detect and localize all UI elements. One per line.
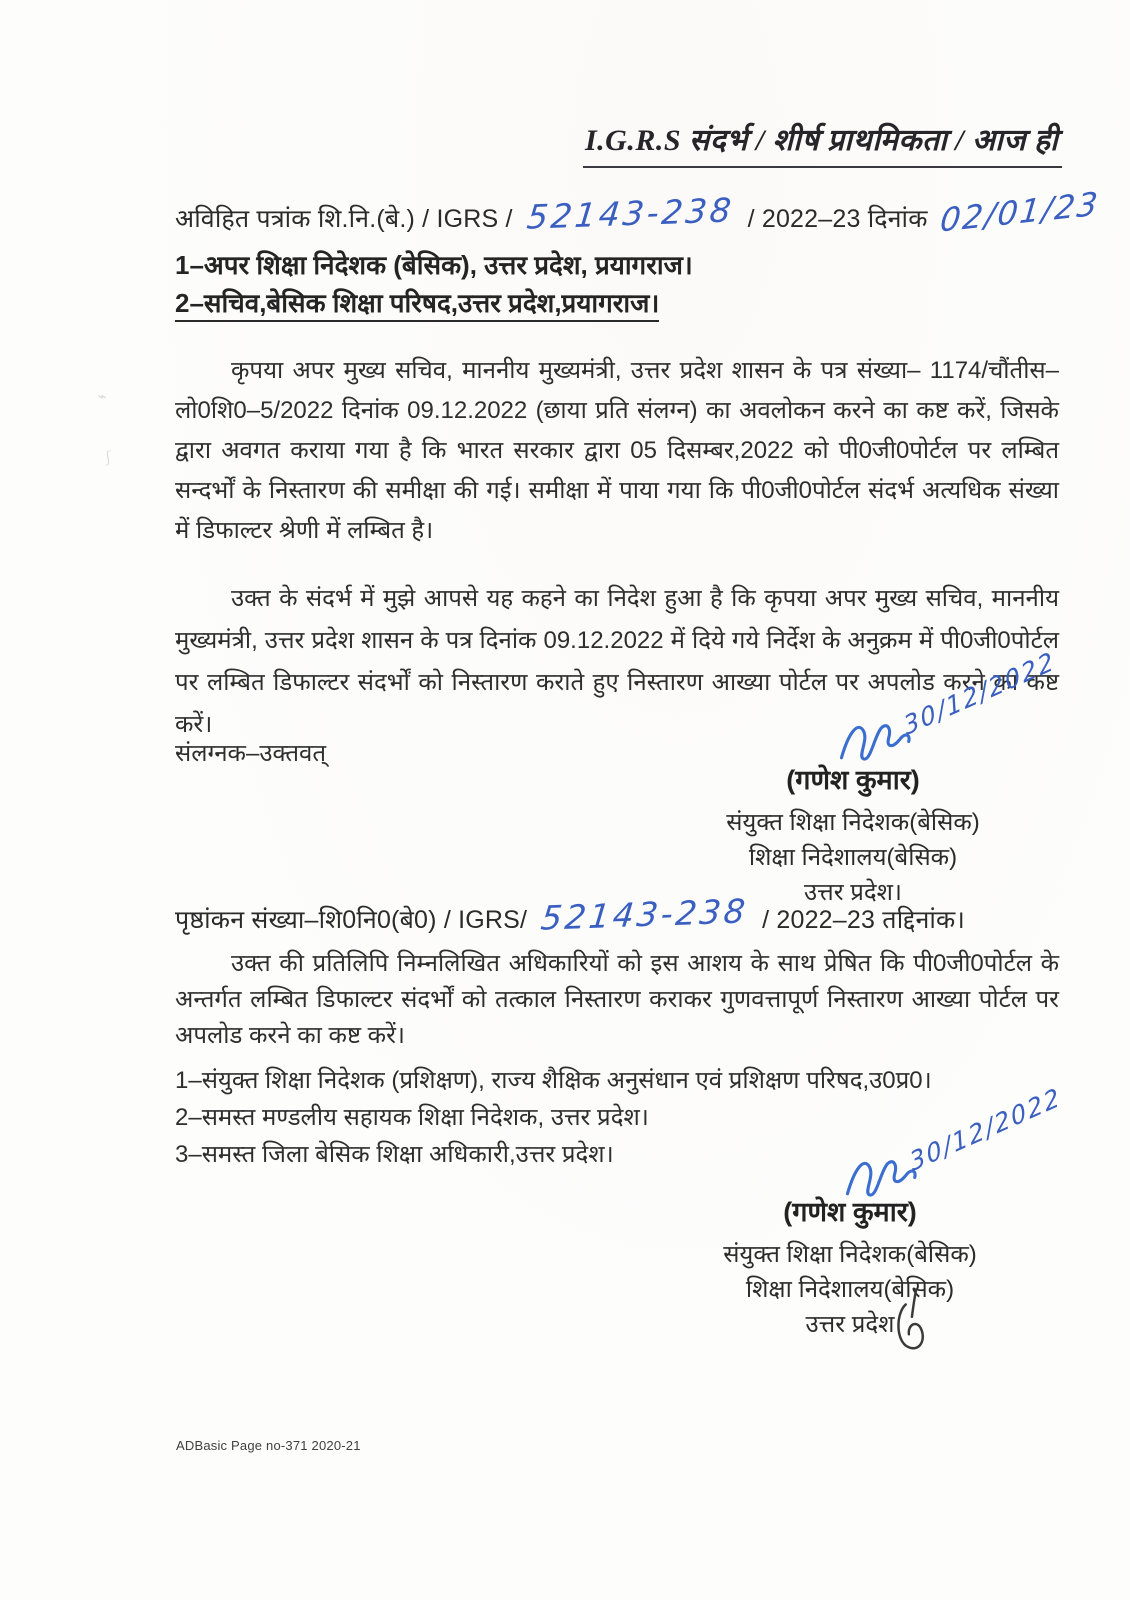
handwritten-signature-date: 30/12/2022 <box>906 1081 1064 1177</box>
signatory-name: (गणेश कुमार) <box>783 1197 917 1227</box>
handwritten-date: 02/01/23 <box>938 184 1101 240</box>
addressee-list <box>175 246 693 322</box>
endorsement-suffix: / 2022–23 तद्दिनांक। <box>762 906 966 934</box>
signatory-state: उत्तर प्रदेश। <box>803 879 903 906</box>
handwritten-signature-date: 30/12/2022 <box>900 645 1058 741</box>
reference-prefix: अविहित पत्रांक शि.नि.(बे.) / IGRS / <box>175 205 513 233</box>
body-paragraph-1: कृपया अपर मुख्य सचिव, माननीय मुख्यमंत्री, उत्तर प्रदेश शासन के पत्र संख्या– 1174/चौंतीस–लो0शि0–5/2022 दिनांक 09.12.2022 (छाया प्रति संलग्न) का अवलोकन करने का कष्ट करें, जिसके द्वारा अवगत कराया गया है कि भारत सरकार द्वारा 05 दिसम्बर,2022 को पी0जी0पोर्टल पर लम्बित सन्दर्भों के निस्तारण की समीक्षा की गई। समीक्षा में पाया गया कि पी0जी0पोर्टल संदर्भ अत्यधिक संख्या में डिफाल्टर श्रेणी में लम्बित है। <box>175 357 1059 544</box>
copy-recipient-2: 2–समस्त मण्डलीय सहायक शिक्षा निदेशक, उत्तर प्रदेश। <box>175 1104 649 1131</box>
scan-artifact: ⎰ <box>101 450 115 466</box>
endorsement-prefix: पृष्ठांकन संख्या–शि0नि0(बे0) / IGRS/ <box>175 906 528 934</box>
signature-block-1 <box>698 760 1008 910</box>
handwritten-endorsement-number: 52143-238 <box>539 891 751 938</box>
pen-flourish-icon <box>893 1288 935 1360</box>
footer-page-note: ADBasic Page no-371 2020-21 <box>176 1438 361 1453</box>
addressee-2: 2–सचिव,बेसिक शिक्षा परिषद,उत्तर प्रदेश,प्रयागराज। <box>175 284 693 322</box>
signatory-directorate: शिक्षा निदेशालय(बेसिक) <box>745 1276 955 1303</box>
copy-recipient-1: 1–संयुक्त शिक्षा निदेशक (प्रशिक्षण), राज्य शैक्षिक अनुसंधान एवं प्रशिक्षण परिषद,उ0प्र0। <box>175 1067 932 1094</box>
signatory-name: (गणेश कुमार) <box>786 765 920 795</box>
copy-recipient-list <box>175 1062 932 1173</box>
signatory-designation: संयुक्त शिक्षा निदेशक(बेसिक) <box>726 809 980 836</box>
signatory-designation: संयुक्त शिक्षा निदेशक(बेसिक) <box>723 1241 977 1268</box>
handwritten-reference-number: 52143-238 <box>524 190 736 237</box>
priority-tag: I.G.R.S संदर्भ / शीर्ष प्राथमिकता / आज ही <box>583 118 1062 168</box>
reference-middle: / 2022–23 दिनांक <box>747 205 928 233</box>
copy-recipient-3: 3–समस्त जिला बेसिक शिक्षा अधिकारी,उत्तर प्रदेश। <box>175 1141 614 1168</box>
signatory-directorate: शिक्षा निदेशालय(बेसिक) <box>748 844 958 871</box>
addressee-1: 1–अपर शिक्षा निदेशक (बेसिक), उत्तर प्रदेश, प्रयागराज। <box>175 250 693 280</box>
scan-artifact: ⌁ <box>98 388 107 404</box>
body-paragraph-2: उक्त के संदर्भ में मुझे आपसे यह कहने का निदेश हुआ है कि कृपया अपर मुख्य सचिव, माननीय मुख्यमंत्री, उत्तर प्रदेश शासन के पत्र दिनांक 09.12.2022 में दिये गये निर्देश के अनुक्रम में पी0जी0पोर्टल पर लम्बित डिफाल्टर संदर्भों को निस्तारण कराते हुए निस्तारण आख्या पोर्टल पर अपलोड करने का कष्ट करें। <box>175 585 1059 738</box>
signatory-state: उत्तर प्रदेश <box>805 1311 895 1338</box>
reference-line <box>175 184 1101 240</box>
signature-block-2 <box>695 1192 1005 1342</box>
body-paragraph-3: उक्त की प्रतिलिपि निम्नलिखित अधिकारियों को इस आशय के साथ प्रेषित कि पी0जी0पोर्टल के अन्तर्गत लम्बित डिफाल्टर संदर्भों को तत्काल निस्तारण कराकर गुणवत्तापूर्ण निस्तारण आख्या पोर्टल पर अपलोड करने का कष्ट करें। <box>175 950 1059 1049</box>
enclosure-note: संलग्नक–उक्तवत् <box>175 740 327 767</box>
